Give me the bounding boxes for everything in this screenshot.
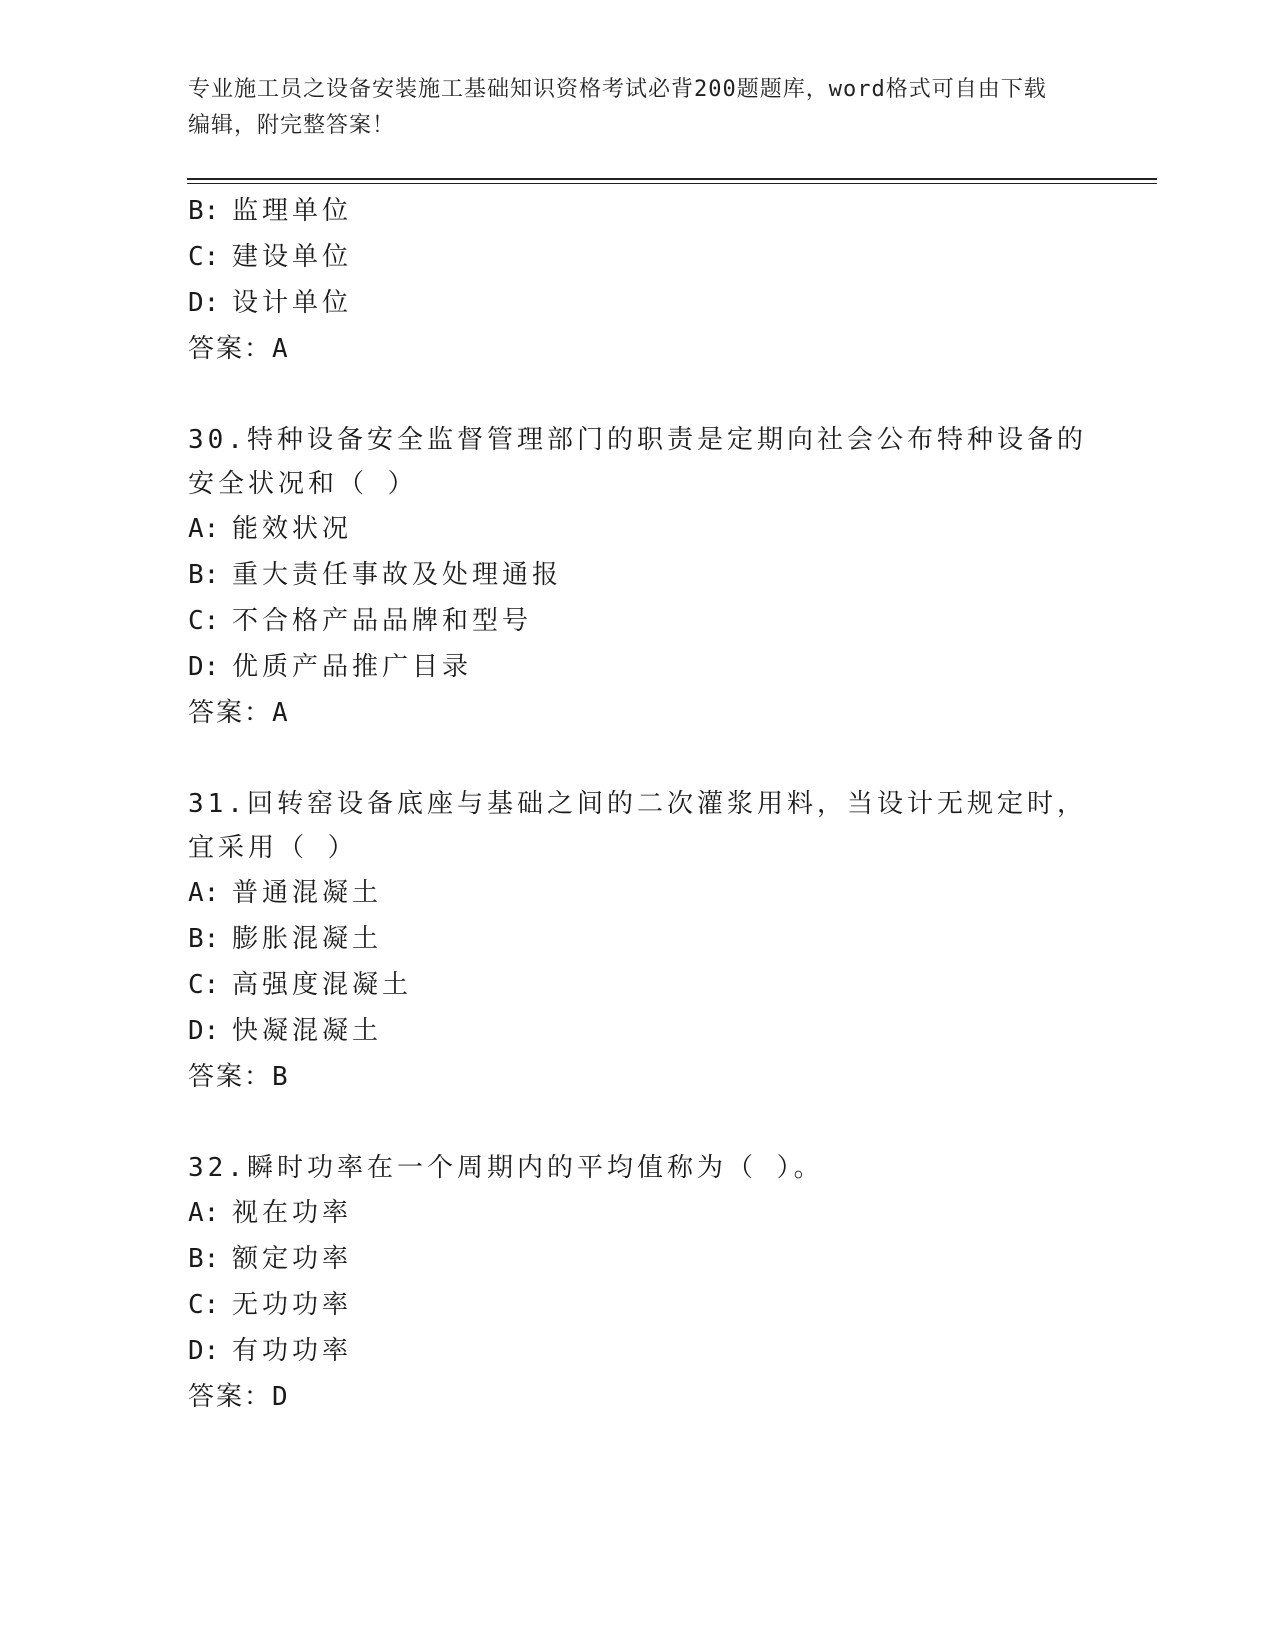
option-text: 无功功率 (232, 1290, 353, 1320)
option-letter: A: (188, 514, 220, 544)
question-block (188, 782, 1088, 1100)
option-line (188, 1236, 1088, 1282)
option-text: 能效状况 (232, 514, 353, 544)
option-text: 不合格产品品牌和型号 (232, 606, 533, 636)
option-text: 高强度混凝土 (232, 970, 413, 1000)
option-text: 设计单位 (232, 288, 353, 318)
option-text: 膨胀混凝土 (232, 924, 383, 954)
option-line (188, 644, 1088, 690)
option-line (188, 280, 1088, 326)
question-stem: 32.瞬时功率在一个周期内的平均值称为（ ）。 (188, 1153, 824, 1183)
option-line (188, 1328, 1088, 1374)
option-line (188, 506, 1088, 552)
option-letter: C: (188, 606, 220, 636)
answer-line: 答案：B (188, 1062, 290, 1092)
question-block (188, 1146, 1088, 1420)
spacer (188, 736, 1088, 782)
option-text: 建设单位 (232, 242, 353, 272)
option-letter: C: (188, 242, 220, 272)
option-line (188, 598, 1088, 644)
option-text: 普通混凝土 (232, 878, 383, 908)
spacer (188, 372, 1088, 418)
option-letter: D: (188, 1016, 220, 1046)
document-body (188, 188, 1088, 1420)
option-letter: A: (188, 1198, 220, 1228)
option-line (188, 1008, 1088, 1054)
option-line (188, 962, 1088, 1008)
option-letter: D: (188, 1336, 220, 1366)
answer-line: 答案：D (188, 1382, 290, 1412)
question-stem: 31.回转窑设备底座与基础之间的二次灌浆用料，当设计无规定时，宜采用（ ） (188, 789, 1087, 863)
option-text: 视在功率 (232, 1198, 353, 1228)
option-letter: D: (188, 652, 220, 682)
option-line (188, 1190, 1088, 1236)
page-header (188, 72, 1068, 144)
spacer (188, 1100, 1088, 1146)
option-text: 重大责任事故及处理通报 (232, 560, 563, 590)
option-letter: C: (188, 970, 220, 1000)
option-letter: D: (188, 288, 220, 318)
option-line (188, 870, 1088, 916)
header-text: 专业施工员之设备安装施工基础知识资格考试必背200题题库，word格式可自由下载编辑，附完整答案！ (188, 77, 1047, 138)
option-letter: C: (188, 1290, 220, 1320)
option-letter: A: (188, 878, 220, 908)
question-block (188, 418, 1088, 736)
option-letter: B: (188, 924, 220, 954)
question-stem: 30.特种设备安全监督管理部门的职责是定期向社会公布特种设备的安全状况和（ ） (188, 425, 1087, 499)
header-divider (187, 178, 1157, 184)
option-line (188, 188, 1088, 234)
option-line (188, 552, 1088, 598)
option-text: 监理单位 (232, 196, 353, 226)
option-text: 优质产品推广目录 (232, 652, 473, 682)
continued-question (188, 188, 1088, 372)
option-text: 额定功率 (232, 1244, 353, 1274)
option-letter: B: (188, 196, 220, 226)
option-text: 有功功率 (232, 1336, 353, 1366)
option-text: 快凝混凝土 (232, 1016, 383, 1046)
option-line (188, 234, 1088, 280)
option-line (188, 1282, 1088, 1328)
option-line (188, 916, 1088, 962)
answer-line: 答案：A (188, 698, 290, 728)
option-letter: B: (188, 1244, 220, 1274)
answer-line: 答案：A (188, 334, 290, 364)
option-letter: B: (188, 560, 220, 590)
